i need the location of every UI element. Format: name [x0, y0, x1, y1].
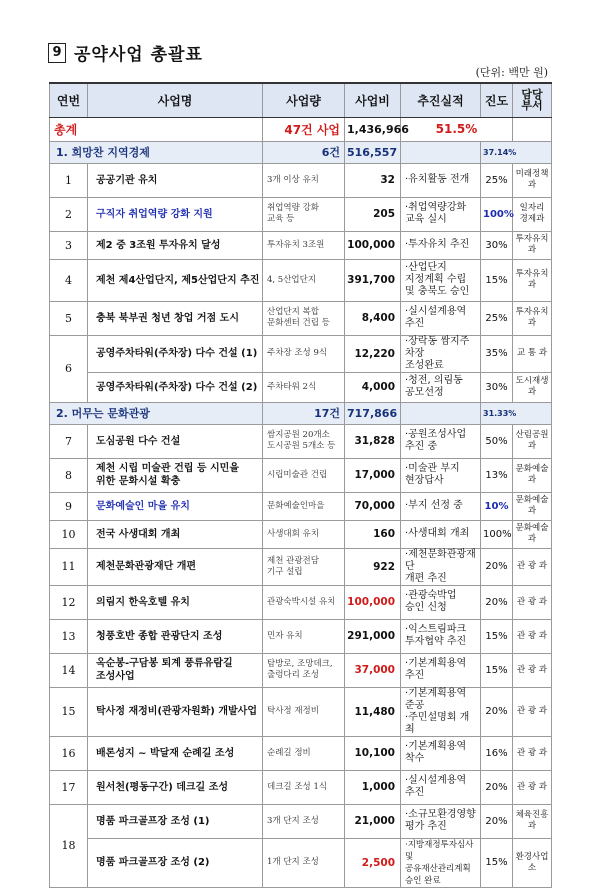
- project-performance: ·제천문화관광재단 개편 추진: [401, 548, 481, 585]
- total-row: [50, 117, 552, 141]
- project-amount: 사생대회 유치: [263, 520, 345, 548]
- project-name: 원서천(평동구간) 데크길 조성: [88, 770, 263, 804]
- project-department: 체육진흥과: [513, 804, 552, 838]
- project-amount: 탐방로, 조망데크, 출렁다리 조성: [263, 653, 345, 687]
- row-number: 17: [50, 770, 88, 804]
- project-amount: 3개 단지 조성: [263, 804, 345, 838]
- title-text: 공약사업 총괄표: [74, 45, 203, 65]
- project-amount: 3개 이상 유치: [263, 163, 345, 197]
- row-number: 18: [50, 804, 88, 887]
- project-name: 배론성지 ~ 박달재 순례길 조성: [88, 736, 263, 770]
- project-cost: 100,000: [345, 231, 401, 259]
- project-department: 환경사업소: [513, 838, 552, 887]
- project-performance: ·미술관 부지 현장답사: [401, 458, 481, 492]
- total-label: 총계: [50, 117, 263, 141]
- project-progress: 15%: [481, 619, 513, 653]
- row-number: 11: [50, 548, 88, 585]
- project-name: 명품 파크골프장 조성 (1): [88, 804, 263, 838]
- table-row: [50, 619, 552, 653]
- section-title: 1. 희망찬 지역경제: [50, 141, 263, 163]
- project-performance: ·실시설계용역 추진: [401, 301, 481, 335]
- table-row: [50, 736, 552, 770]
- summary-table: [49, 82, 552, 888]
- project-performance: ·장락동 쌈지주차장 조성완료: [401, 335, 481, 372]
- project-progress: 50%: [481, 424, 513, 458]
- project-name: 전국 사생대회 개최: [88, 520, 263, 548]
- section-row: [50, 141, 552, 163]
- project-progress: 15%: [481, 838, 513, 887]
- project-progress: 10%: [481, 492, 513, 520]
- project-department: 관 광 과: [513, 736, 552, 770]
- doc-title: [48, 40, 203, 65]
- table-row: [50, 259, 552, 301]
- table-row: [50, 770, 552, 804]
- table-row: [50, 335, 552, 372]
- project-department: 일자리 경제과: [513, 197, 552, 231]
- row-number: 15: [50, 687, 88, 736]
- project-performance: ·기본계획용역 추진: [401, 653, 481, 687]
- table-row: [50, 372, 552, 402]
- project-progress: 20%: [481, 548, 513, 585]
- project-performance: ·투자유치 추진: [401, 231, 481, 259]
- section-cost: 717,866: [345, 402, 401, 424]
- project-performance: ·사생대회 개최: [401, 520, 481, 548]
- project-cost: 4,000: [345, 372, 401, 402]
- project-cost: 205: [345, 197, 401, 231]
- project-progress: 15%: [481, 653, 513, 687]
- project-department: 미래정책과: [513, 163, 552, 197]
- project-name: 제천 제4산업단지, 제5산업단지 추진: [88, 259, 263, 301]
- project-progress: 100%: [481, 520, 513, 548]
- project-department: 관 광 과: [513, 653, 552, 687]
- header-row: [50, 83, 552, 117]
- project-name: 공영주차타워(주차장) 다수 건설 (1): [88, 335, 263, 372]
- project-progress: 16%: [481, 736, 513, 770]
- table-row: [50, 231, 552, 259]
- project-name: 문화예술인 마을 유치: [88, 492, 263, 520]
- project-performance: ·취업역량강화 교육 실시: [401, 197, 481, 231]
- project-cost: 21,000: [345, 804, 401, 838]
- row-number: 1: [50, 163, 88, 197]
- project-department: 투자유치과: [513, 259, 552, 301]
- section-count: 6건: [263, 141, 345, 163]
- row-number: 13: [50, 619, 88, 653]
- project-name: 제2 중 3조원 투자유치 달성: [88, 231, 263, 259]
- project-cost: 12,220: [345, 335, 401, 372]
- project-department: 도시재생과: [513, 372, 552, 402]
- project-amount: 1개 단지 조성: [263, 838, 345, 887]
- header-dept: 담당 부서: [513, 83, 552, 117]
- row-number: 7: [50, 424, 88, 458]
- project-progress: 20%: [481, 770, 513, 804]
- project-progress: 20%: [481, 687, 513, 736]
- project-progress: 25%: [481, 163, 513, 197]
- project-progress: 15%: [481, 259, 513, 301]
- row-number: 5: [50, 301, 88, 335]
- project-amount: 데크길 조성 1식: [263, 770, 345, 804]
- project-cost: 37,000: [345, 653, 401, 687]
- row-number: 9: [50, 492, 88, 520]
- project-name: 명품 파크골프장 조성 (2): [88, 838, 263, 887]
- project-name: 청풍호반 종합 관광단지 조성: [88, 619, 263, 653]
- row-number: 4: [50, 259, 88, 301]
- project-amount: 쌈지공원 20개소 도시공원 5개소 등: [263, 424, 345, 458]
- project-name: 제천 시립 미술관 건립 등 시민을 위한 문화시설 확충: [88, 458, 263, 492]
- row-number: 3: [50, 231, 88, 259]
- project-performance: ·관광숙박업 승인 신청: [401, 585, 481, 619]
- header-no: 연번: [50, 83, 88, 117]
- project-cost: 70,000: [345, 492, 401, 520]
- project-name: 옥순봉-구담봉 퇴계 풍류유람길 조성사업: [88, 653, 263, 687]
- project-performance: ·기본계획용역 준공 ·주민설명회 개최: [401, 687, 481, 736]
- table-row: [50, 520, 552, 548]
- project-performance: ·실시설계용역 추진: [401, 770, 481, 804]
- header-name: 사업명: [88, 83, 263, 117]
- section-empty: [401, 141, 481, 163]
- project-progress: 13%: [481, 458, 513, 492]
- project-performance: ·산업단지 지정계획 수립 및 충북도 승인: [401, 259, 481, 301]
- total-progress: 51.5%: [401, 117, 513, 141]
- project-progress: 100%: [481, 197, 513, 231]
- row-number: 14: [50, 653, 88, 687]
- row-number: 2: [50, 197, 88, 231]
- project-name: 제천문화관광재단 개편: [88, 548, 263, 585]
- project-department: 관 광 과: [513, 619, 552, 653]
- project-performance: ·부지 선정 중: [401, 492, 481, 520]
- project-cost: 32: [345, 163, 401, 197]
- project-name: 탁사정 재정비(관광자원화) 개발사업: [88, 687, 263, 736]
- table-row: [50, 301, 552, 335]
- project-amount: 주차타워 2식: [263, 372, 345, 402]
- project-name: 도심공원 다수 건설: [88, 424, 263, 458]
- project-department: 관 광 과: [513, 548, 552, 585]
- project-department: 문화예술과: [513, 520, 552, 548]
- project-amount: 4, 5산업단지: [263, 259, 345, 301]
- project-cost: 11,480: [345, 687, 401, 736]
- project-progress: 30%: [481, 231, 513, 259]
- section-cost: 516,557: [345, 141, 401, 163]
- project-cost: 1,000: [345, 770, 401, 804]
- project-amount: 민자 유치: [263, 619, 345, 653]
- project-amount: 취업역량 강화 교육 등: [263, 197, 345, 231]
- project-amount: 탁사정 재정비: [263, 687, 345, 736]
- project-performance: ·익스트림파크 투자협약 추진: [401, 619, 481, 653]
- table-row: [50, 585, 552, 619]
- project-department: 관 광 과: [513, 770, 552, 804]
- project-cost: 2,500: [345, 838, 401, 887]
- project-amount: 시립미술관 건립: [263, 458, 345, 492]
- table-row: [50, 197, 552, 231]
- project-cost: 31,828: [345, 424, 401, 458]
- project-progress: 35%: [481, 335, 513, 372]
- project-performance: ·청전, 의림동 공모선정: [401, 372, 481, 402]
- total-amount: 47건 사업: [263, 117, 345, 141]
- table-row: [50, 687, 552, 736]
- header-prog: 진도: [481, 83, 513, 117]
- table-row: [50, 163, 552, 197]
- project-performance: ·소규모환경영향 평가 추진: [401, 804, 481, 838]
- project-performance: ·유치활동 전개: [401, 163, 481, 197]
- section-row: [50, 402, 552, 424]
- project-department: 관 광 과: [513, 585, 552, 619]
- project-amount: 순례길 정비: [263, 736, 345, 770]
- project-department: 투자유치과: [513, 301, 552, 335]
- project-amount: 문화예술인마을: [263, 492, 345, 520]
- project-progress: 20%: [481, 804, 513, 838]
- table-row: [50, 653, 552, 687]
- project-progress: 25%: [481, 301, 513, 335]
- project-name: 공영주차타워(주차장) 다수 건설 (2): [88, 372, 263, 402]
- project-cost: 17,000: [345, 458, 401, 492]
- project-cost: 8,400: [345, 301, 401, 335]
- header-perf: 추진실적: [401, 83, 481, 117]
- project-performance: ·공원조성사업 추진 중: [401, 424, 481, 458]
- section-count: 17건: [263, 402, 345, 424]
- project-amount: 제천 관광전담 기구 설립: [263, 548, 345, 585]
- title-number: 9: [48, 43, 66, 63]
- project-amount: 주차장 조성 9식: [263, 335, 345, 372]
- table-row: [50, 492, 552, 520]
- row-number: 8: [50, 458, 88, 492]
- header-amount: 사업량: [263, 83, 345, 117]
- table-row: [50, 548, 552, 585]
- table-row: [50, 804, 552, 838]
- project-department: 문화예술과: [513, 458, 552, 492]
- section-empty: [401, 402, 481, 424]
- project-amount: 투자유치 3조원: [263, 231, 345, 259]
- project-department: 문화예술과: [513, 492, 552, 520]
- project-name: 충북 북부권 청년 창업 거점 도시: [88, 301, 263, 335]
- project-department: 산림공원과: [513, 424, 552, 458]
- table-row: [50, 424, 552, 458]
- row-number: 6: [50, 335, 88, 402]
- project-progress: 20%: [481, 585, 513, 619]
- total-empty: [513, 117, 552, 141]
- project-amount: 산업단지 복합 문화센터 건립 등: [263, 301, 345, 335]
- project-cost: 160: [345, 520, 401, 548]
- header-cost: 사업비: [345, 83, 401, 117]
- project-performance: ·기본계획용역 착수: [401, 736, 481, 770]
- project-cost: 291,000: [345, 619, 401, 653]
- unit-label: (단위: 백만 원): [475, 66, 548, 79]
- project-name: 구직자 취업역량 강화 지원: [88, 197, 263, 231]
- row-number: 10: [50, 520, 88, 548]
- project-cost: 391,700: [345, 259, 401, 301]
- row-number: 16: [50, 736, 88, 770]
- project-department: 관 광 과: [513, 687, 552, 736]
- project-cost: 10,100: [345, 736, 401, 770]
- project-progress: 30%: [481, 372, 513, 402]
- row-number: 12: [50, 585, 88, 619]
- project-name: 공공기관 유치: [88, 163, 263, 197]
- total-cost: 1,436,966: [345, 117, 401, 141]
- section-rate: 37.14%: [481, 141, 552, 163]
- project-amount: 관광숙박시설 유치: [263, 585, 345, 619]
- section-title: 2. 머무는 문화관광: [50, 402, 263, 424]
- project-name: 의림지 한옥호텔 유치: [88, 585, 263, 619]
- project-performance: ·지방재정투자심사 및 공유재산관리계획 승인 완료: [401, 838, 481, 887]
- table-row: [50, 838, 552, 887]
- table-row: [50, 458, 552, 492]
- project-department: 교 통 과: [513, 335, 552, 372]
- project-cost: 922: [345, 548, 401, 585]
- project-department: 투자유치과: [513, 231, 552, 259]
- project-cost: 100,000: [345, 585, 401, 619]
- section-rate: 31.33%: [481, 402, 552, 424]
